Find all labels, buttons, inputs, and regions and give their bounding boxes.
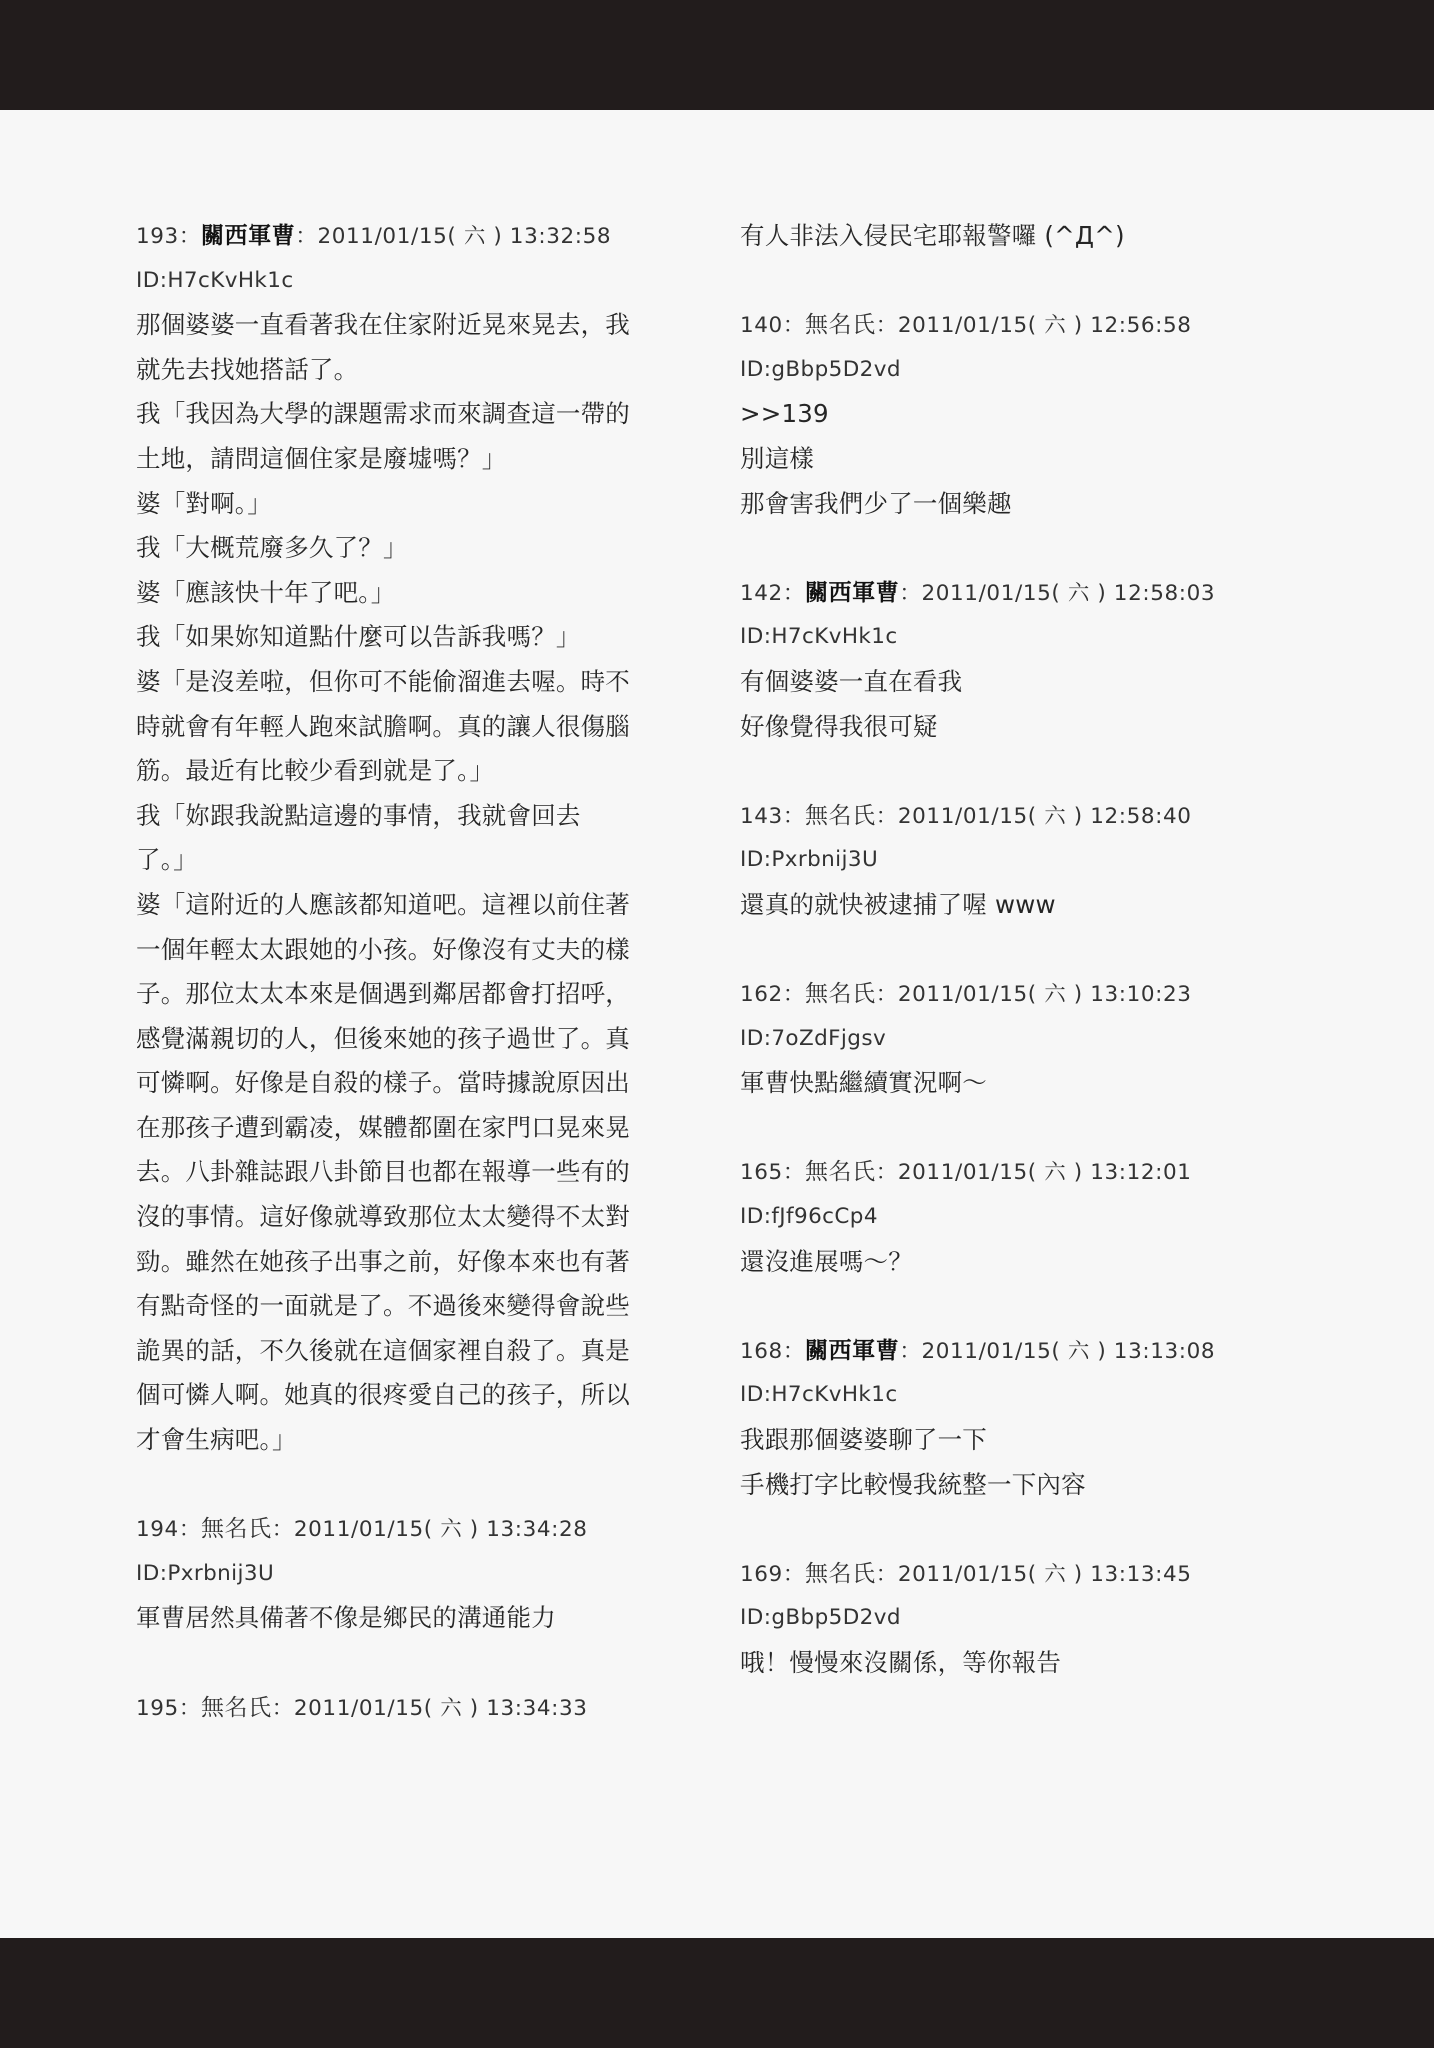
post-body-line: 軍曹快點繼續實況啊～ [740,1068,987,1098]
post-body-line: 去。八卦雜誌跟八卦節目也都在報導一些有的 [136,1157,630,1187]
post-weekday: 六 [440,1695,463,1721]
post-body-line: 個可憐人啊。她真的很疼愛自己的孩子，所以 [136,1380,630,1410]
forum-post [740,1329,1300,1507]
poster-name: 無名氏 [200,1516,272,1543]
post-body-line: 我跟那個婆婆聊了一下 [740,1425,987,1455]
post-number: 195 [136,1695,179,1721]
post-body-line: 別這樣 [740,443,815,473]
post-weekday: 六 [1067,580,1090,606]
post-body-line: 筋。最近有比較少看到就是了。」 [136,756,495,786]
post-body-line: 好像覺得我很可疑 [740,711,938,741]
separator-colon: ： [782,1338,805,1364]
post-weekday: 六 [1044,313,1067,339]
post-body-line: 婆「應該快十年了吧。」 [136,577,396,607]
post-date: 2011/01/15( [897,1160,1037,1186]
separator-colon: ： [899,580,922,606]
separator-colon: ： [782,803,805,829]
separator-colon: ： [875,313,898,339]
post-body-line: 時就會有年輕人跑來試膽啊。真的讓人很傷腦 [136,711,630,741]
separator-colon: ： [178,224,201,249]
post-body-line: 就先去找她搭話了。 [136,354,359,384]
poster-id: ID:gBbp5D2vd [740,356,901,382]
separator-colon: ： [875,1160,898,1186]
post-time: ) 13:12:01 [1073,1160,1192,1186]
poster-name: 關西軍曹 [804,579,900,606]
left-column [136,214,656,1775]
poster-name: 無名氏 [804,312,876,339]
post-body-line: 那個婆婆一直看著我在住家附近晃來晃去，我 [136,310,630,340]
post-date: 2011/01/15( [317,224,457,249]
forum-post [740,1552,1300,1686]
poster-name: 關西軍曹 [804,1337,900,1364]
poster-id: ID:fJf96cCp4 [740,1204,878,1230]
forum-post [136,214,656,1463]
bottom-dark-band [0,1938,1434,2048]
separator-colon: ： [295,224,318,249]
post-body-line: 詭異的話，不久後就在這個家裡自殺了。真是 [136,1335,630,1365]
post-time: ) 13:10:23 [1073,982,1192,1008]
post-header [740,794,1300,839]
post-weekday: 六 [1044,1561,1067,1587]
post-body-line: 我「如果妳知道點什麼可以告訴我嗎？」 [136,622,581,652]
forum-post [740,972,1300,1106]
post-time: ) 13:13:08 [1097,1338,1216,1364]
poster-name: 關西軍曹 [200,223,296,249]
separator-colon: ： [271,1517,294,1543]
post-body-line: 哦！慢慢來沒關係，等你報告 [740,1648,1062,1677]
post-body-line: 有個婆婆一直在看我 [740,666,963,696]
post-body-line: 我「大概荒廢多久了？」 [136,533,408,563]
forum-post [740,214,1300,259]
post-time: ) 13:32:58 [493,224,612,249]
post-time: ) 13:34:28 [469,1517,588,1543]
separator-colon: ： [178,1695,201,1721]
post-body-line: 沒的事情。這好像就導致那位太太變得不太對 [136,1202,630,1232]
poster-id: ID:H7cKvHk1c [136,267,294,293]
poster-id: ID:H7cKvHk1c [740,1382,898,1408]
post-body-line: 軍曹居然具備著不像是鄉民的溝通能力 [136,1603,556,1633]
separator-colon: ： [875,1561,898,1587]
post-date: 2011/01/15( [897,982,1037,1008]
forum-post [740,303,1300,526]
post-date: 2011/01/15( [921,580,1061,606]
post-time: ) 13:34:33 [469,1695,588,1721]
post-header [740,303,1300,348]
post-number: 142 [740,580,783,606]
post-number: 169 [740,1561,783,1587]
post-body-line: 婆「是沒差啦，但你可不能偷溜進去喔。時不 [136,666,630,696]
post-time: ) 12:56:58 [1073,313,1192,339]
post-date: 2011/01/15( [897,313,1037,339]
post-body-line: 我「妳跟我說點這邊的事情，我就會回去 [136,800,581,830]
post-body-line: 一個年輕太太跟她的小孩。好像沒有丈夫的樣 [136,934,630,964]
post-time: ) 12:58:40 [1073,803,1192,829]
poster-id: ID:Pxrbnij3U [740,847,879,873]
post-weekday: 六 [1044,982,1067,1008]
post-header [740,1329,1300,1374]
post-date: 2011/01/15( [921,1338,1061,1364]
post-header [136,1686,656,1731]
post-body-line: 才會生病吧。」 [136,1425,297,1455]
post-header [136,214,656,259]
post-number: 162 [740,982,783,1008]
post-number: 194 [136,1517,179,1543]
forum-post [740,794,1300,928]
forum-post [136,1686,656,1731]
separator-colon: ： [782,982,805,1008]
post-number: 143 [740,803,783,829]
post-body-line: 了。」 [136,845,198,875]
forum-post [740,571,1300,749]
poster-id: ID:gBbp5D2vd [740,1605,901,1631]
post-weekday: 六 [1044,1160,1067,1186]
post-body-line: 感覺滿親切的人，但後來她的孩子過世了。真 [136,1023,630,1053]
post-weekday: 六 [1067,1338,1090,1364]
separator-colon: ： [875,803,898,829]
post-header [740,1150,1300,1195]
forum-post [136,1507,656,1641]
post-body-line: 子。那位太太本來是個遇到鄰居都會打招呼， [136,979,630,1009]
right-column [740,214,1300,1730]
post-number: 168 [740,1338,783,1364]
poster-name: 無名氏 [804,1159,876,1186]
post-weekday: 六 [440,1517,463,1543]
post-time: ) 12:58:03 [1097,580,1216,606]
separator-colon: ： [782,580,805,606]
post-header [740,571,1300,616]
post-weekday: 六 [463,224,486,249]
post-body-line: 土地，請問這個住家是廢墟嗎？」 [136,443,507,473]
top-dark-band [0,0,1434,110]
separator-colon: ： [782,1160,805,1186]
post-date: 2011/01/15( [293,1517,433,1543]
post-time: ) 13:13:45 [1073,1561,1192,1587]
post-body-line: 還真的就快被逮捕了喔 www [740,889,1056,919]
poster-id: ID:Pxrbnij3U [136,1560,275,1586]
post-body-line: 那會害我們少了一個樂趣 [740,488,1012,518]
poster-name: 無名氏 [200,1694,272,1721]
post-date: 2011/01/15( [897,1561,1037,1587]
post-weekday: 六 [1044,803,1067,829]
post-body-line: 手機打字比較慢我統整一下內容 [740,1469,1086,1499]
post-body-line: >>139 [740,399,829,429]
post-body-line: 有人非法入侵民宅耶報警囉 (^Д^) [740,221,1125,250]
post-header [136,1507,656,1552]
post-body-line: 還沒進展嗎～？ [740,1246,913,1276]
post-date: 2011/01/15( [293,1695,433,1721]
post-body-line: 有點奇怪的一面就是了。不過後來變得會說些 [136,1291,630,1321]
separator-colon: ： [782,1561,805,1587]
poster-name: 無名氏 [804,802,876,829]
separator-colon: ： [899,1338,922,1364]
post-body-line: 婆「對啊。」 [136,488,272,518]
post-body-line: 婆「這附近的人應該都知道吧。這裡以前住著 [136,889,630,919]
separator-colon: ： [271,1695,294,1721]
post-body-line: 在那孩子遭到霸凌，媒體都圍在家門口晃來晃 [136,1112,630,1142]
poster-name: 無名氏 [804,1560,876,1587]
poster-name: 無名氏 [804,981,876,1008]
post-header [740,972,1300,1017]
poster-id: ID:7oZdFjgsv [740,1025,887,1051]
post-header [740,1552,1300,1597]
separator-colon: ： [782,313,805,339]
forum-post [740,1150,1300,1284]
poster-id: ID:H7cKvHk1c [740,624,898,650]
post-number: 193 [136,224,179,249]
post-body-line: 勁。雖然在她孩子出事之前，好像本來也有著 [136,1246,630,1276]
separator-colon: ： [178,1517,201,1543]
post-body-line: 我「我因為大學的課題需求而來調查這一帶的 [136,399,630,429]
separator-colon: ： [875,982,898,1008]
post-date: 2011/01/15( [897,803,1037,829]
post-number: 140 [740,313,783,339]
post-number: 165 [740,1160,783,1186]
post-body-line: 可憐啊。好像是自殺的樣子。當時據說原因出 [136,1068,630,1098]
